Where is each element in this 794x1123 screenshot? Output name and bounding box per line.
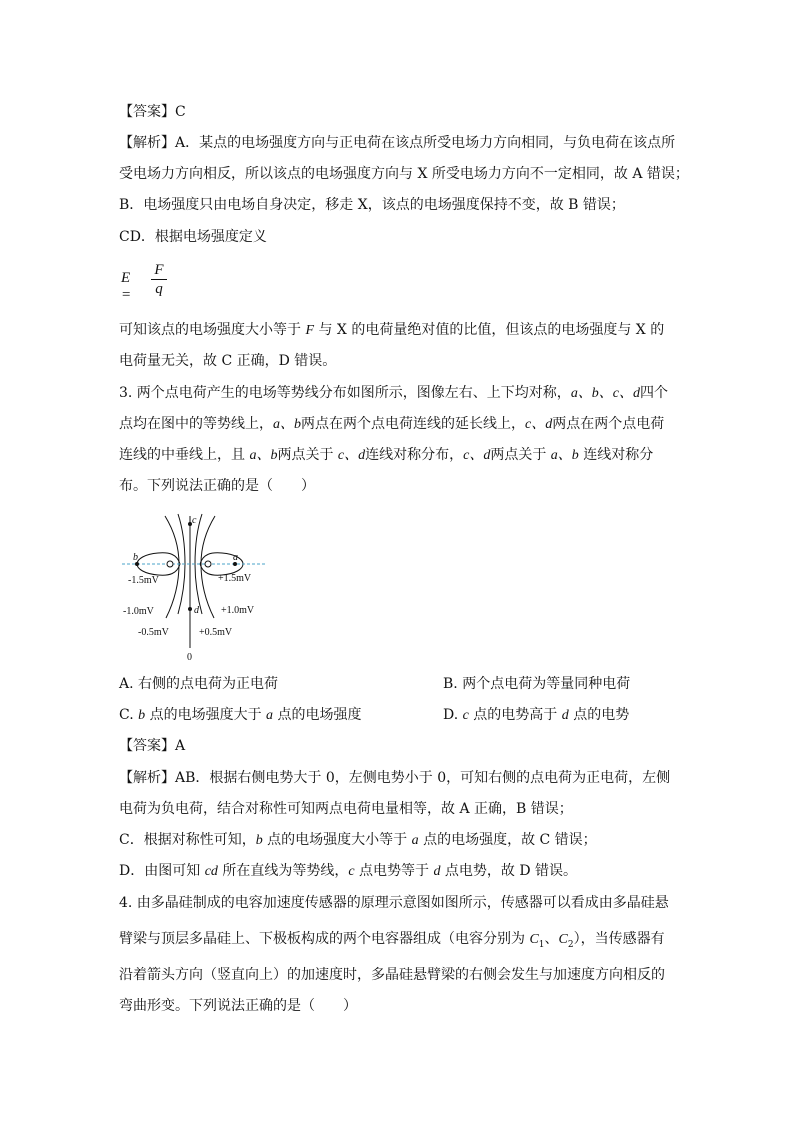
q2-explanation-line4: CD．根据电场强度定义	[119, 229, 267, 245]
label-neg-0-5mv: -0.5mV	[138, 627, 169, 638]
text-seg: C．根据对称性可知，	[119, 832, 256, 848]
text-seg: 点的电势高于	[468, 707, 562, 723]
text-seg: 两点在两个点电荷连线的延长线上，	[301, 416, 525, 432]
q4-stem-line1: 4. 由多晶硅制成的电容加速度传感器的原理示意图如图所示，传感器可以看成由多晶硅悬	[119, 895, 669, 911]
text-seg: 点均在图中的等势线上，	[119, 416, 273, 432]
label-pos-0-5mv: +0.5mV	[199, 627, 233, 638]
q2-explanation-line5	[119, 320, 664, 341]
text-seg: 3. 两个点电荷产生的电场等势线分布如图所示，图像左右、上下均对称，	[119, 385, 571, 401]
text-seg: 连线的中垂线上，且	[119, 447, 250, 463]
text-seg: 点电势，故 D 错误。	[440, 863, 578, 879]
formula-fraction	[151, 262, 167, 297]
q4-stem-line3: 沿着箭头方向（竖直向上）的加速度时，多晶硅悬臂梁的右侧会发生与加速度方向相反的	[119, 967, 665, 983]
equipotential-left-outer	[165, 516, 179, 618]
var-cd: c、d	[525, 417, 553, 432]
text-seg: 连线对称分	[578, 447, 654, 463]
text-seg: 点的电场强度大小等于	[262, 832, 412, 848]
q3-explanation-line2: 电荷为负电荷，结合对称性可知两点电荷电量相等，故 A 正确，B 错误；	[119, 801, 573, 817]
positive-charge	[205, 561, 211, 567]
text-seg: 点的电场强度大于	[145, 707, 267, 723]
var-C2: C	[558, 932, 568, 947]
var-ab: a、b	[249, 448, 278, 463]
text-seg: 四个	[640, 385, 669, 401]
var-d: d	[433, 864, 441, 879]
q2-explanation-line2: 受电场力方向相反，所以该点的电场强度方向与 X 所受电场力方向不一定相同，故 A 错误；	[119, 166, 689, 182]
option-a: A. 右侧的点电荷为正电荷	[119, 676, 279, 692]
subscript-2: 2	[567, 939, 574, 950]
var-b: b	[255, 833, 263, 848]
option-c	[119, 705, 361, 726]
fraction-bar	[151, 279, 167, 280]
point-d-dot	[188, 607, 192, 611]
q2-explanation-line1: 【解析】A．某点的电场强度方向与正电荷在该点所受电场力方向相同，与负电荷在该点所	[119, 135, 676, 151]
var-ab: a、b	[273, 417, 301, 432]
text-seg: ），当传感器有	[573, 931, 665, 947]
formula-lhs: E =	[121, 270, 132, 303]
q2-explanation-line6: 电荷量无关，故 C 正确，D 错误。	[119, 353, 337, 369]
q3-answer: 【答案】A	[119, 738, 186, 754]
option-b: B. 两个点电荷为等量同种电荷	[443, 676, 631, 692]
label-neg-1-5mv: -1.5mV	[128, 575, 159, 586]
label-pos-1-5mv: +1.5mV	[218, 573, 252, 584]
q3-stem-line3	[119, 445, 653, 466]
text-seg: 与 X 的电荷量绝对值的比值，但该点的电场强度与 X 的	[314, 322, 665, 338]
var-cd: cd	[204, 864, 218, 879]
formula-numerator: F	[154, 262, 164, 278]
q3-stem-line4: 布。下列说法正确的是（ ）	[119, 478, 315, 494]
option-d	[443, 705, 629, 726]
text-seg: 、	[544, 931, 559, 947]
var-abcd: a、b、c、d	[570, 386, 641, 401]
label-zero: 0	[187, 652, 192, 663]
text-seg: C.	[119, 707, 139, 723]
var-C1: C	[529, 932, 539, 947]
var-c: c	[462, 708, 469, 723]
text-seg: 所在直线为等势线，	[217, 863, 349, 879]
text-seg: 点的电场强度	[273, 707, 362, 723]
var-F: F	[305, 323, 315, 338]
var-ab: a、b	[550, 448, 579, 463]
var-cd: c、d	[463, 448, 491, 463]
q2-explanation-line3: B．电场强度只由电场自身决定，移走 X，该点的电场强度保持不变，故 B 错误；	[119, 197, 625, 213]
var-a: a	[411, 833, 419, 848]
text-seg: D．由图可知	[119, 863, 205, 879]
text-seg: 点的电势	[568, 707, 630, 723]
var-a: a	[266, 708, 274, 723]
point-a-label: a	[233, 552, 238, 563]
point-b-label: b	[133, 552, 138, 563]
q3-explanation-line3	[119, 830, 597, 851]
label-pos-1-0mv: +1.0mV	[221, 605, 255, 616]
var-b: b	[138, 708, 146, 723]
label-neg-1-0mv: -1.0mV	[123, 606, 154, 617]
subscript-1: 1	[538, 939, 545, 950]
var-d: d	[561, 708, 569, 723]
text-seg: 臂梁与顶层多晶硅上、下极板构成的两个电容器组成（电容分别为	[119, 931, 530, 947]
text-seg: 点的电场强度，故 C 错误；	[418, 832, 597, 848]
q3-stem-line2	[119, 414, 664, 435]
q2-answer: 【答案】C	[119, 104, 186, 120]
negative-charge	[167, 561, 173, 567]
q3-explanation-line4	[119, 861, 577, 882]
text-seg: 两点在两个点电荷	[552, 416, 665, 432]
q3-explanation-line1: 【解析】AB．根据右侧电势大于 0，左侧电势小于 0，可知右侧的点电荷为正电荷，左侧	[119, 770, 671, 786]
q3-stem-line1	[119, 383, 668, 404]
equipotential-figure	[120, 512, 270, 664]
text-seg: 两点关于	[490, 447, 551, 463]
point-c-label: c	[192, 515, 197, 526]
formula-denominator: q	[155, 281, 163, 297]
text-seg: 两点关于	[277, 447, 338, 463]
text-seg: 点电势等于	[354, 863, 434, 879]
text-seg: D.	[443, 707, 463, 723]
text-seg: 连线对称分布，	[365, 447, 464, 463]
text-seg: 可知该点的电场强度大小等于	[119, 322, 306, 338]
point-d-label: d	[194, 605, 199, 616]
var-cd: c、d	[337, 448, 366, 463]
q4-stem-line4: 弯曲形变。下列说法正确的是（ ）	[119, 998, 357, 1014]
q4-stem-line2	[119, 929, 665, 955]
var-c: c	[348, 864, 355, 879]
